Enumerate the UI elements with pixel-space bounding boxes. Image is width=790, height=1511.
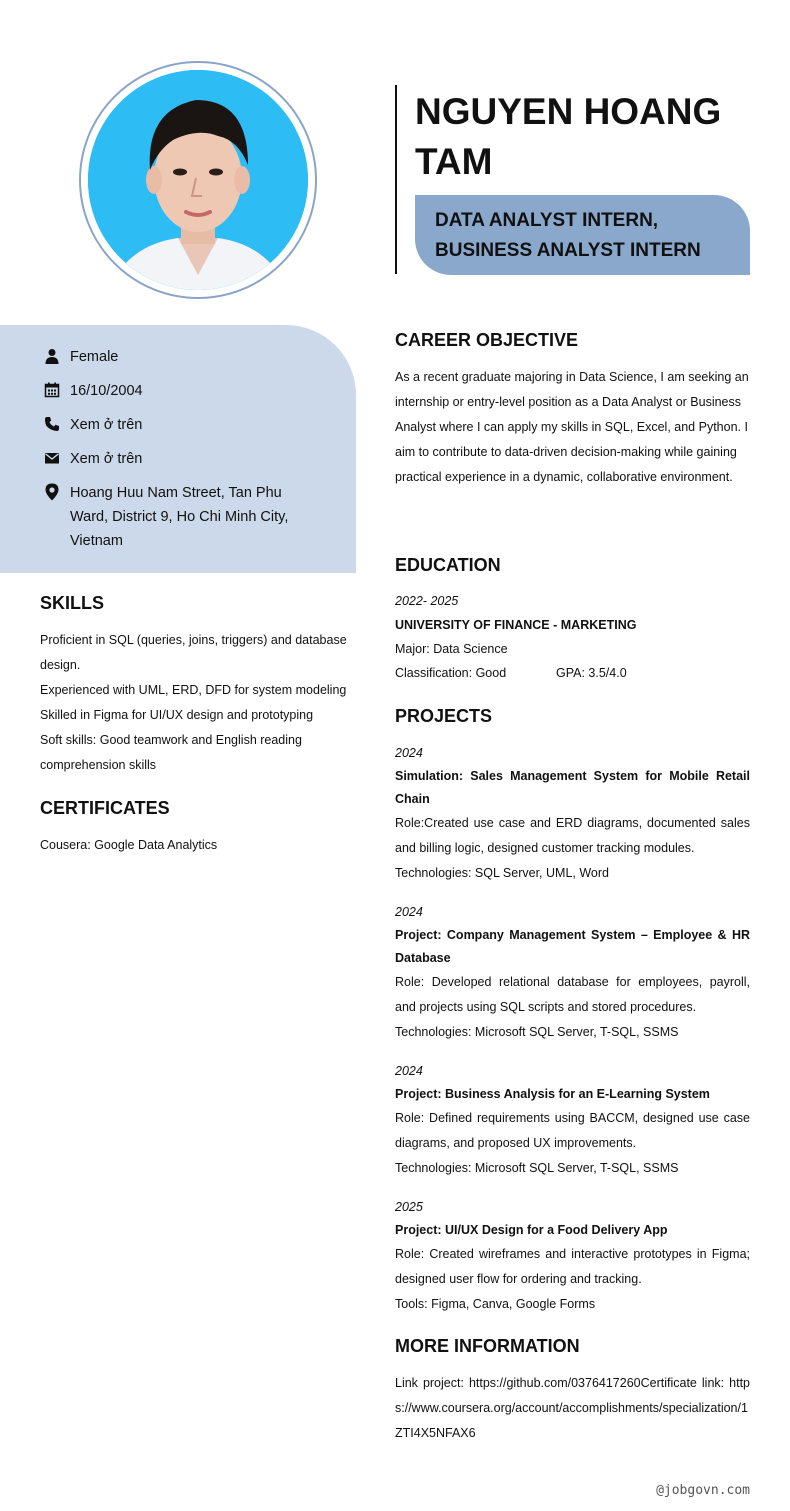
education-classification-row	[395, 661, 750, 685]
avatar-portrait	[88, 70, 308, 290]
contact-birthday	[40, 379, 143, 403]
project-entry	[395, 900, 750, 1045]
job-title-line-2: BUSINESS ANALYST INTERN	[435, 240, 701, 261]
project-title: Project: Company Management System – Employee & HR Database	[395, 928, 750, 965]
education-gpa: GPA: 3.5/4.0	[556, 666, 627, 680]
project-year: 2024	[395, 746, 423, 760]
project-role: Role:Created use case and ERD diagrams, documented sales and billing logic, designed customer tracking modules.	[395, 816, 750, 855]
skill-item: Experienced with UML, ERD, DFD for system modeling	[40, 683, 347, 697]
person-icon	[40, 345, 64, 367]
watermark: @jobgovn.com	[656, 1483, 750, 1498]
project-tech: Technologies: Microsoft SQL Server, T-SQL, SSMS	[395, 1161, 679, 1175]
location-pin-icon	[40, 481, 64, 503]
gender-text: Female	[70, 349, 119, 365]
contact-phone	[40, 413, 142, 437]
project-year: 2025	[395, 1200, 423, 1214]
calendar-icon	[40, 379, 64, 401]
skill-item: Soft skills: Good teamwork and English reading comprehension skills	[40, 733, 302, 772]
project-role: Role: Created wireframes and interactive prototypes in Figma; designed user flow for ordering and tracking.	[395, 1247, 750, 1286]
career-objective-heading: CAREER OBJECTIVE	[395, 330, 579, 350]
contact-gender	[40, 345, 118, 369]
job-title-box	[415, 195, 750, 275]
email-text[interactable]: Xem ở trên	[70, 451, 143, 467]
phone-icon	[40, 413, 64, 435]
birthday-text: 16/10/2004	[70, 383, 143, 399]
career-objective-text: As a recent graduate majoring in Data Science, I am seeking an internship or entry-level position as a Data Analyst or Business Analyst where I can apply my skills in SQL, Excel, and Python. I aim to contribute to data-driven decision-making while gaining practical experience in a dynamic, collaborative environment.	[395, 370, 749, 484]
skill-item: Skilled in Figma for UI/UX design and prototyping	[40, 708, 314, 722]
project-title: Project: UI/UX Design for a Food Delivery App	[395, 1223, 668, 1237]
education-years: 2022- 2025	[395, 594, 459, 608]
education-heading: EDUCATION	[395, 555, 501, 575]
project-title: Simulation: Sales Management System for Mobile Retail Chain	[395, 769, 750, 806]
projects-heading: PROJECTS	[395, 706, 493, 726]
project-tech: Technologies: Microsoft SQL Server, T-SQL, SSMS	[395, 1025, 679, 1039]
project-entry	[395, 741, 750, 886]
contact-email	[40, 447, 142, 471]
project-role: Role: Defined requirements using BACCM, designed use case diagrams, and proposed UX improvements.	[395, 1111, 750, 1150]
more-information-links[interactable]: Link project: https://github.com/0376417260Certificate link: https://www.coursera.org/account/accomplishments/specialization/1ZTI4X5NFAX6	[395, 1376, 750, 1440]
project-year: 2024	[395, 905, 423, 919]
certificate-item: Cousera: Google Data Analytics	[40, 838, 218, 852]
project-year: 2024	[395, 1064, 423, 1078]
education-school: UNIVERSITY OF FINANCE - MARKETING	[395, 618, 637, 632]
address-text: Hoang Huu Nam Street, Tan Phu Ward, District 9, Ho Chi Minh City, Vietnam	[70, 485, 289, 549]
education-major: Major: Data Science	[395, 642, 508, 656]
skill-item: Proficient in SQL (queries, joins, triggers) and database design.	[40, 633, 347, 672]
avatar	[88, 70, 308, 290]
mail-icon	[40, 447, 64, 469]
project-tech: Technologies: SQL Server, UML, Word	[395, 866, 609, 880]
skills-heading: SKILLS	[40, 593, 105, 613]
project-title: Project: Business Analysis for an E-Learning System	[395, 1087, 710, 1101]
job-title-line-1: DATA ANALYST INTERN,	[435, 210, 659, 231]
education-entry	[395, 589, 750, 685]
certificates-heading: CERTIFICATES	[40, 798, 170, 818]
education-classification: Classification: Good	[395, 666, 507, 680]
project-entry	[395, 1059, 750, 1181]
candidate-name: NGUYEN HOANG TAM	[415, 91, 722, 182]
contact-address	[40, 481, 300, 553]
project-entry	[395, 1195, 750, 1317]
skills-list	[40, 628, 355, 778]
more-information-heading: MORE INFORMATION	[395, 1336, 580, 1356]
phone-text[interactable]: Xem ở trên	[70, 417, 143, 433]
project-role: Role: Developed relational database for employees, payroll, and projects using SQL scripts and stored procedures.	[395, 975, 750, 1014]
name-divider	[395, 85, 397, 274]
project-tech: Tools: Figma, Canva, Google Forms	[395, 1297, 596, 1311]
